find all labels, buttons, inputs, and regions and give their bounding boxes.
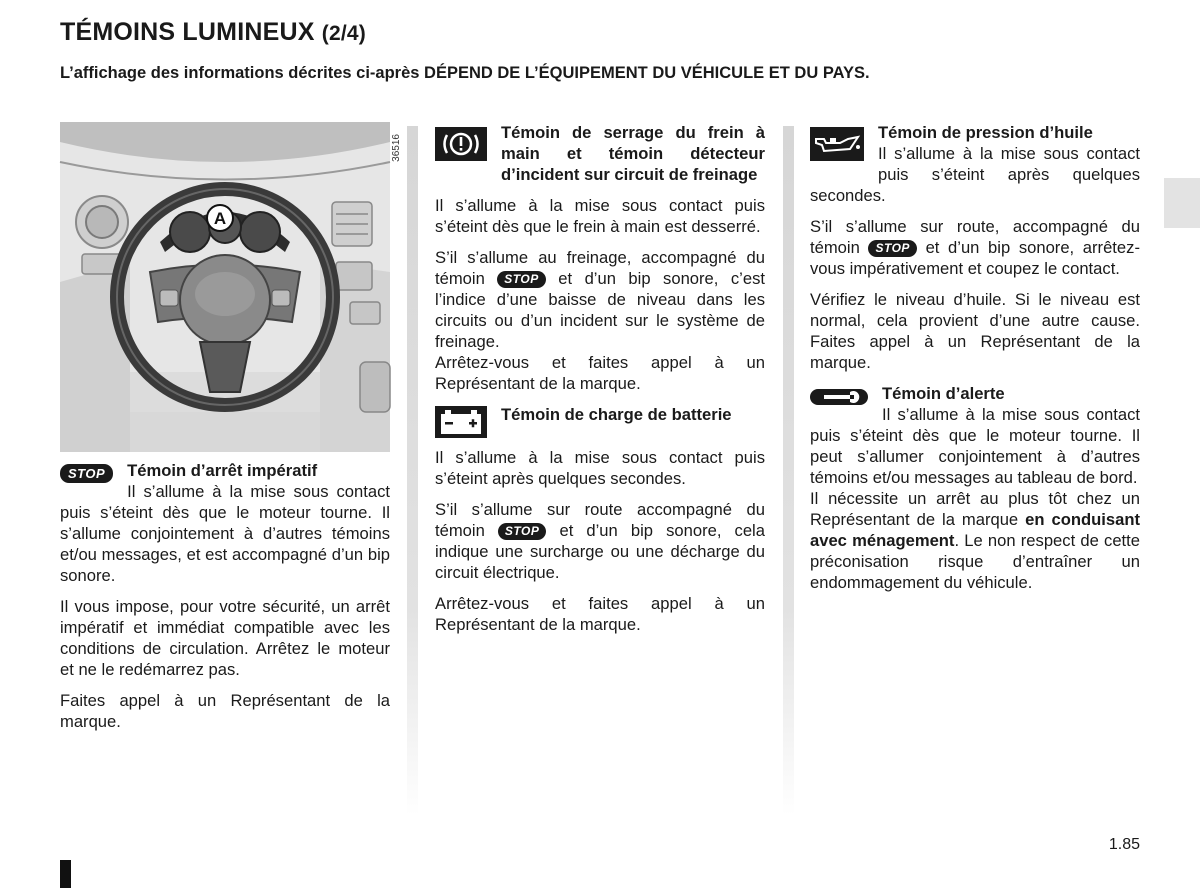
side-tab-marker xyxy=(1164,178,1200,228)
alert-text-2c: . Le non respect de cette préconisation risque d’entraîner un endommagement du véhicule. xyxy=(810,531,1140,592)
brake-text-2a: S’il s’allume au freinage, accompagné du témoin xyxy=(435,248,765,288)
column-separator xyxy=(407,126,418,816)
oil-text-1: Il s’allume à la mise sous contact puis s’éteint après quelques secondes. xyxy=(810,144,1140,205)
column-1 xyxy=(60,122,402,742)
figure-number: 36516 xyxy=(391,134,402,162)
title-part: (2/4) xyxy=(321,22,366,45)
oil-can-icon xyxy=(810,127,864,166)
page-title xyxy=(60,18,366,47)
battery-text-3: Arrêtez-vous et faites appel à un Représentant de la marque. xyxy=(435,594,765,634)
stop-heading: Témoin d’arrêt impératif xyxy=(127,461,318,480)
stop-text-2: Il vous impose, pour votre sécurité, un arrêt impératif et immédiat compatible avec les conditions de circulation. Arrêtez le moteur et ne le redémarrez pas. xyxy=(60,597,390,679)
page-subtitle: L’affichage des informations décrites ci-après DÉPEND DE L’ÉQUIPEMENT DU VÉHICULE ET DU PAYS. xyxy=(60,64,870,82)
wrench-icon xyxy=(810,389,868,410)
column-separator xyxy=(783,126,794,816)
battery-text-1: Il s’allume à la mise sous contact puis s’éteint après quelques secondes. xyxy=(435,448,765,488)
brake-heading: Témoin de serrage du frein à main et témoin détecteur d’incident sur circuit de freinage xyxy=(501,123,765,184)
stop-indicator-block xyxy=(60,460,390,586)
battery-text-2b: et d’un bip sonore, cela indique une surcharge ou une décharge du circuit électrique. xyxy=(435,521,765,582)
oil-text-2b: et d’un bip sonore, arrêtez-vous impérativement et coupez le contact. xyxy=(810,238,1140,278)
column-2 xyxy=(435,122,765,645)
stop-badge-inline: STOP xyxy=(868,240,916,257)
dashboard-illustration xyxy=(60,122,402,452)
brake-text-2b: et d’un bip sonore, c’est l’indice d’une baisse de niveau dans les circuits ou d’un incident sur le système de freinage. xyxy=(435,269,765,351)
alert-heading: Témoin d’alerte xyxy=(882,384,1005,403)
title-text: TÉMOINS LUMINEUX xyxy=(60,18,315,46)
oil-block xyxy=(810,122,1140,206)
column-3 xyxy=(810,122,1140,593)
oil-heading: Témoin de pression d’huile xyxy=(878,123,1093,142)
stop-icon xyxy=(60,463,113,484)
oil-text-2 xyxy=(810,216,1140,279)
battery-text-2a: S’il s’allume sur route accompagné du témoin xyxy=(435,500,765,540)
oil-text-2a: S’il s’allume sur route, accompagné du témoin xyxy=(810,217,1140,257)
page-number: 1.85 xyxy=(1108,836,1140,853)
callout-a: A xyxy=(213,209,227,228)
battery-icon xyxy=(435,406,487,443)
stop-text-3: Faites appel à un Représentant de la marque. xyxy=(60,691,390,731)
alert-text-2a: Il nécessite un arrêt au plus tôt chez un Représentant de la marque xyxy=(810,489,1140,529)
alert-text-1: Il s’allume à la mise sous contact puis s’éteint dès que le moteur tourne. Il peut s’allumer conjointement à d’autres témoins et/ou messages au tableau de bord. xyxy=(810,405,1140,487)
corner-mark xyxy=(60,860,71,888)
dashboard-drawing xyxy=(60,122,390,452)
brake-text-1: Il s’allume à la mise sous contact puis s’éteint dès que le frein à main est desserré. xyxy=(435,196,765,236)
brake-warning-icon xyxy=(435,127,487,166)
oil-text-3: Vérifiez le niveau d’huile. Si le niveau est normal, cela provient d’une autre cause. Faites appel à un Représentant de la marque. xyxy=(810,290,1140,372)
alert-text-2b: en conduisant avec ménagement xyxy=(810,510,1140,550)
stop-badge-inline: STOP xyxy=(498,523,546,540)
battery-heading: Témoin de charge de batterie xyxy=(501,405,732,424)
stop-badge: STOP xyxy=(60,464,113,483)
brake-block xyxy=(435,122,765,185)
battery-block xyxy=(435,404,765,425)
alert-block xyxy=(810,383,1140,593)
stop-text-1: Il s’allume à la mise sous contact puis s’éteint dès que le moteur tourne. Il s’allume conjointement à d’autres témoins et/ou messages, et est accompagné d’un bip sonore. xyxy=(60,482,390,585)
brake-text-2 xyxy=(435,247,765,352)
brake-text-3: Arrêtez-vous et faites appel à un Représentant de la marque. xyxy=(435,353,765,393)
battery-text-2 xyxy=(435,499,765,583)
stop-badge-inline: STOP xyxy=(497,271,545,288)
